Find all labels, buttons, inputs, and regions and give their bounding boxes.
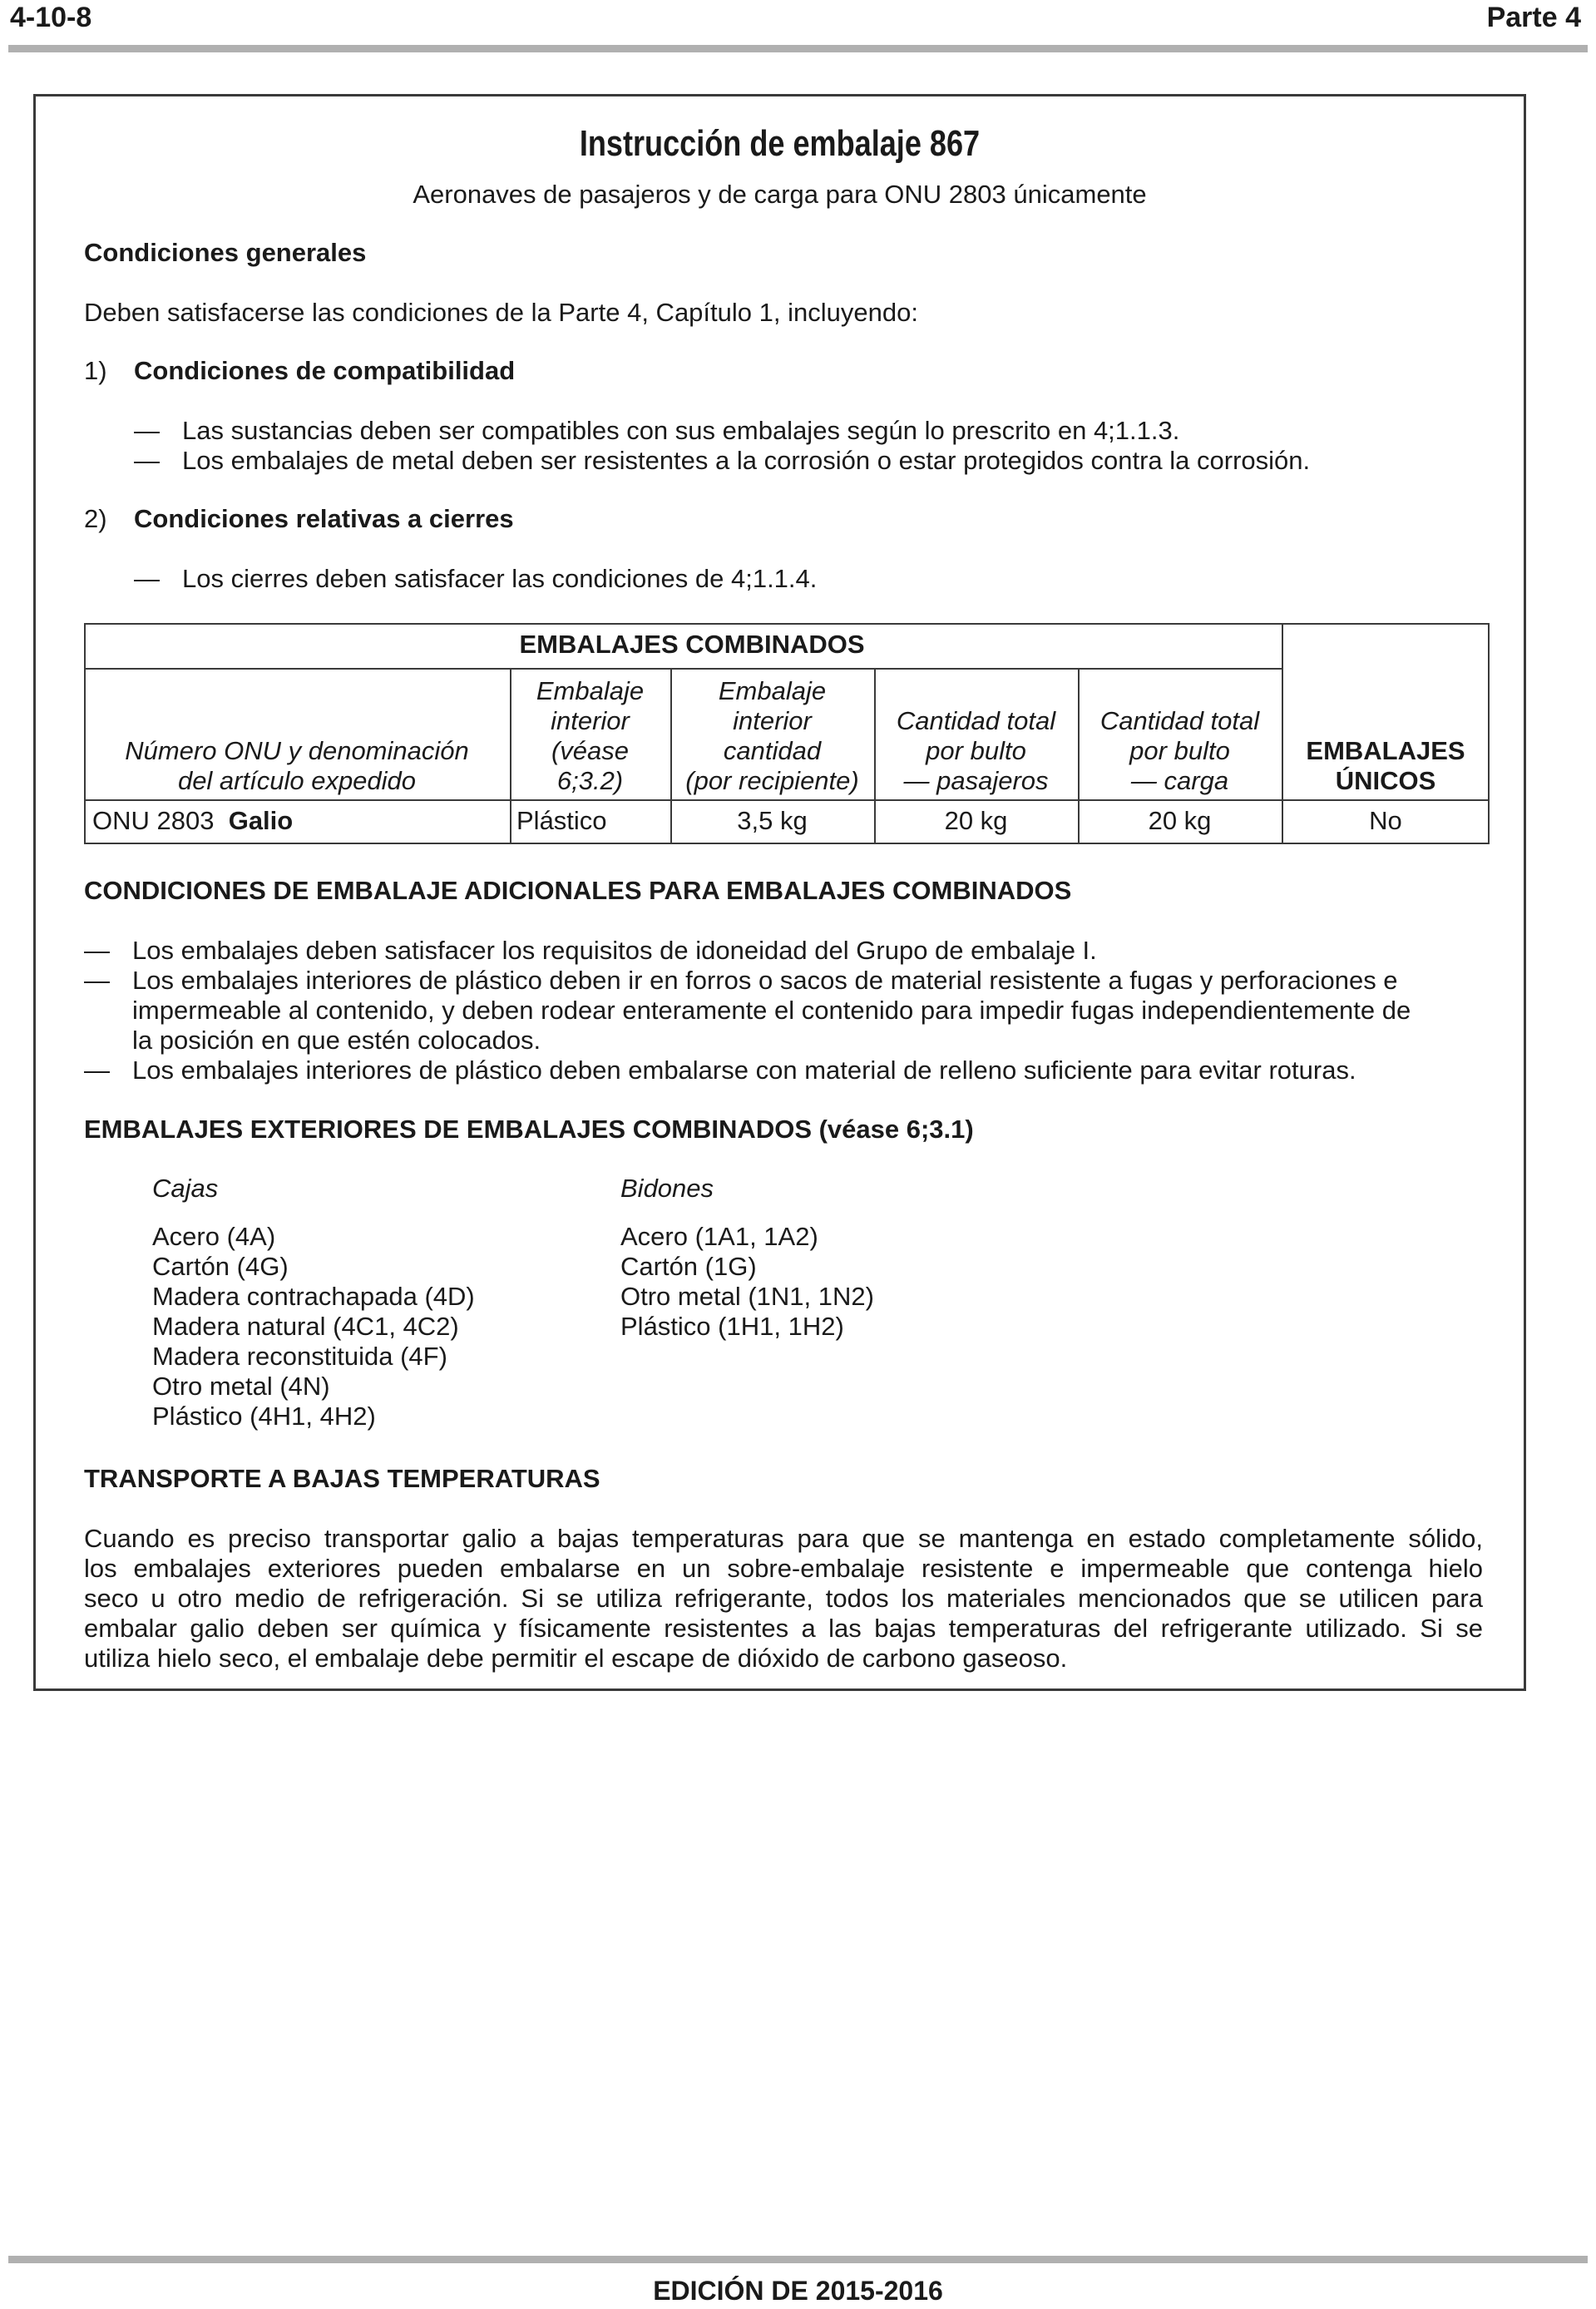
drums-title: Bidones <box>620 1174 714 1203</box>
group-header: EMBALAJES COMBINADOS <box>519 630 865 659</box>
instruction-frame <box>33 94 1526 1691</box>
list-item: Acero (1A1, 1A2) <box>620 1222 818 1251</box>
col-header-line: por bulto <box>926 736 1026 765</box>
bullet-line: impermeable al contenido, y deben rodear enteramente el contenido para impedir fugas independientemente de <box>132 996 1411 1025</box>
col-header-cargo <box>1078 706 1282 796</box>
col-header-line: 6;3.2) <box>556 766 624 795</box>
col-header-line: por bulto <box>1129 736 1230 765</box>
list-item: Otro metal (1N1, 1N2) <box>620 1282 874 1311</box>
list-item: Madera reconstituida (4F) <box>152 1342 447 1371</box>
dash: — <box>84 966 110 995</box>
list-item: Plástico (1H1, 1H2) <box>620 1312 844 1341</box>
item-2-number: 2) <box>84 504 107 533</box>
bullet-text: Los embalajes interiores de plástico deben embalarse con material de relleno suficiente para evitar roturas. <box>132 1056 1356 1085</box>
table-row-un <box>92 806 293 836</box>
general-intro: Deben satisfacerse las condiciones de la Parte 4, Capítulo 1, incluyendo: <box>84 298 918 327</box>
col-header-line: Cantidad total <box>896 706 1056 735</box>
col-header-un <box>84 736 510 796</box>
col-header-line: EMBALAJES <box>1306 736 1465 765</box>
col-header-line: — pasajeros <box>903 766 1049 795</box>
un-name: Galio <box>228 806 294 835</box>
table-line <box>84 668 1282 670</box>
table-line <box>84 623 1490 625</box>
col-header-line: Número ONU y denominación <box>125 736 469 765</box>
bullet-text <box>132 966 1411 1056</box>
paragraph-line: seco u otro medio de refrigeración. Si se utiliza refrigerante, todos los materiales mencionados que se utilicen para <box>84 1584 1483 1613</box>
bullet-text: Los embalajes deben satisfacer los requisitos de idoneidad del Grupo de embalaje I. <box>132 936 1097 965</box>
list-item: Madera contrachapada (4D) <box>152 1282 475 1311</box>
bullet-text: Las sustancias deben ser compatibles con sus embalajes según lo prescrito en 4;1.1.3. <box>182 416 1180 445</box>
dash: — <box>134 416 160 445</box>
list-item: Madera natural (4C1, 4C2) <box>152 1312 459 1341</box>
paragraph-line: Cuando es preciso transportar galio a bajas temperaturas para que se mantenga en estado completamente sólido, <box>84 1524 1483 1553</box>
dash: — <box>84 1056 110 1085</box>
list-item: Acero (4A) <box>152 1222 276 1251</box>
bullet-line: Los embalajes interiores de plástico deben ir en forros o sacos de material resistente a fugas y perforaciones e <box>132 966 1398 995</box>
paragraph-line: embalar galio deben ser química y físicamente resistentes a las bajas temperaturas del refrigerante utilizado. Si se <box>84 1614 1483 1643</box>
boxes-list <box>152 1222 475 1431</box>
paragraph-line: utiliza hielo seco, el embalaje debe permitir el escape de dióxido de carbono gaseoso. <box>84 1644 1068 1673</box>
col-header-line: (por recipiente) <box>685 766 859 795</box>
page-number: 4-10-8 <box>10 2 92 33</box>
dash: — <box>134 446 160 475</box>
col-header-inner-qty <box>670 676 874 796</box>
paragraph-line: los embalajes exteriores pueden embalarse en un sobre-embalaje resistente e impermeable que contenga hielo <box>84 1554 1483 1583</box>
item-2-title: Condiciones relativas a cierres <box>134 504 514 533</box>
low-temp-paragraph <box>84 1524 1483 1674</box>
col-header-single <box>1282 736 1490 796</box>
dash: — <box>84 936 110 965</box>
boxes-title: Cajas <box>152 1174 219 1203</box>
bullet-text: Los cierres deben satisfacer las condiciones de 4;1.1.4. <box>182 564 818 593</box>
list-item: Plástico (4H1, 4H2) <box>152 1402 376 1431</box>
table-line <box>84 799 1490 801</box>
col-header-line: interior <box>551 706 630 735</box>
additional-heading: CONDICIONES DE EMBALAJE ADICIONALES PARA EMBALAJES COMBINADOS <box>84 876 1072 905</box>
col-header-line: (véase <box>551 736 630 765</box>
table-row-inner: Plástico <box>516 806 607 835</box>
table-row-pax: 20 kg <box>944 806 1008 835</box>
col-header-line: — carga <box>1130 766 1229 795</box>
col-header-line: ÚNICOS <box>1335 766 1436 795</box>
low-temp-heading: TRANSPORTE A BAJAS TEMPERATURAS <box>84 1464 600 1493</box>
drums-list <box>620 1222 874 1342</box>
col-header-pax <box>874 706 1078 796</box>
col-header-line: del artículo expedido <box>177 766 417 795</box>
col-header-line: Embalaje <box>536 676 645 705</box>
table-line <box>84 623 86 844</box>
col-header-line: cantidad <box>723 736 822 765</box>
page-title: Instrucción de embalaje 867 <box>579 123 981 164</box>
footer-rule <box>8 2256 1588 2263</box>
part-label: Parte 4 <box>1486 2 1581 33</box>
dash: — <box>134 564 160 593</box>
item-1-number: 1) <box>84 356 107 385</box>
header-rule <box>8 45 1588 52</box>
footer-edition: EDICIÓN DE 2015-2016 <box>653 2276 943 2306</box>
list-item: Otro metal (4N) <box>152 1372 330 1401</box>
col-header-line: interior <box>733 706 812 735</box>
general-heading: Condiciones generales <box>84 238 367 267</box>
list-item: Cartón (4G) <box>152 1252 289 1281</box>
col-header-inner <box>510 676 670 796</box>
list-item: Cartón (1G) <box>620 1252 757 1281</box>
bullet-text: Los embalajes de metal deben ser resistentes a la corrosión o estar protegidos contra la corrosión. <box>182 446 1311 475</box>
table-row-inner-qty: 3,5 kg <box>737 806 808 835</box>
table-row-single: No <box>1369 806 1402 835</box>
page-subtitle: Aeronaves de pasajeros y de carga para ONU 2803 únicamente <box>413 180 1147 209</box>
un-number: ONU 2803 <box>92 806 215 835</box>
table-line <box>84 843 1490 844</box>
item-1-title: Condiciones de compatibilidad <box>134 356 516 385</box>
packaging-table <box>84 623 1490 844</box>
outer-heading: EMBALAJES EXTERIORES DE EMBALAJES COMBINADOS (véase 6;3.1) <box>84 1115 974 1144</box>
table-row-cargo: 20 kg <box>1148 806 1212 835</box>
bullet-line: la posición en que estén colocados. <box>132 1026 541 1055</box>
col-header-line: Embalaje <box>718 676 827 705</box>
col-header-line: Cantidad total <box>1099 706 1260 735</box>
